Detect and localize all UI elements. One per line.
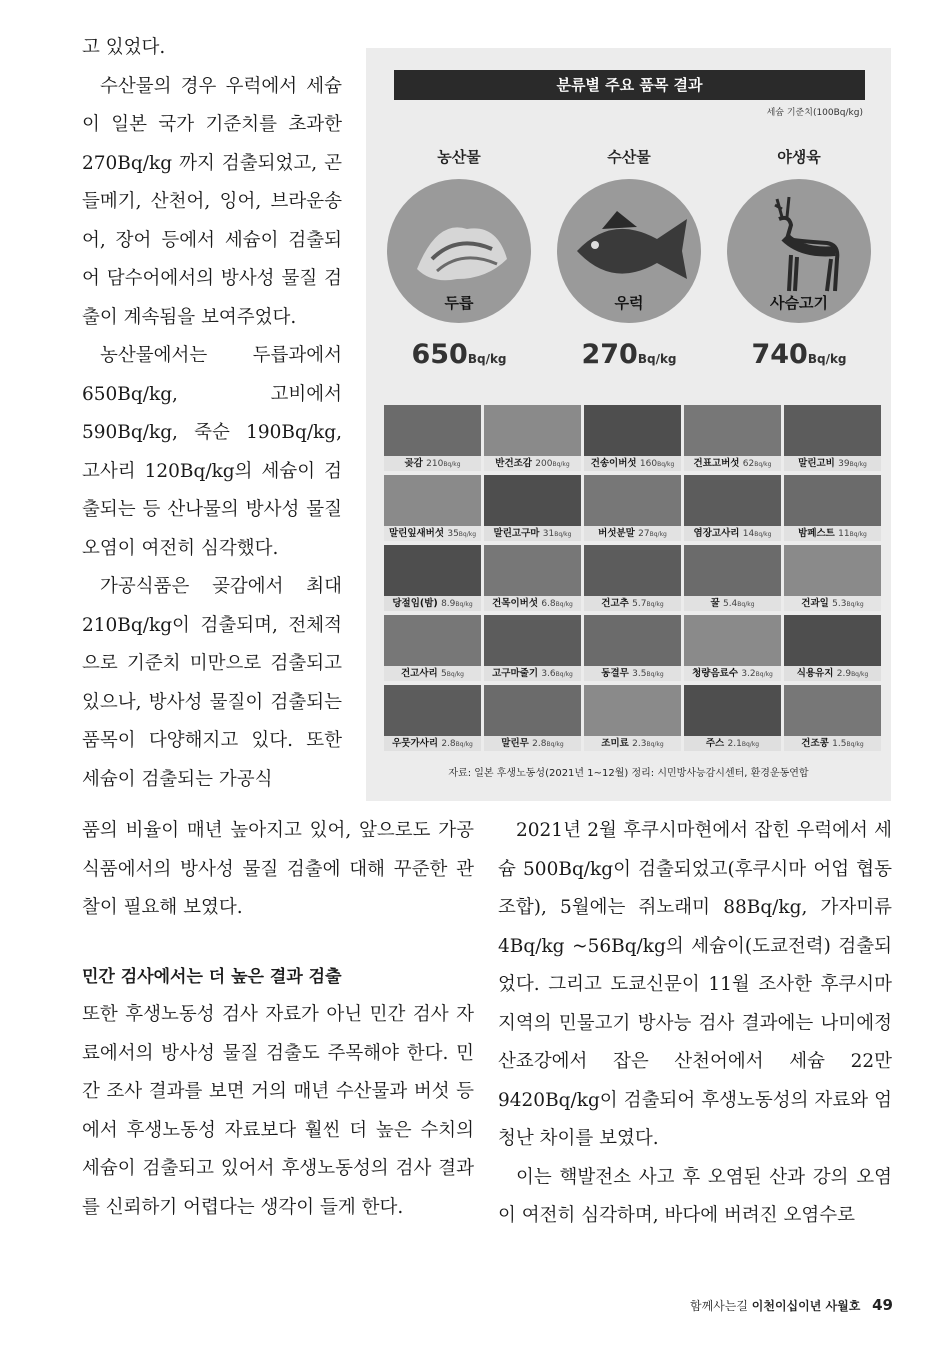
food-tile-label: 밤페스트 11Bq/kg — [784, 526, 881, 541]
category-name: 농산물 — [437, 148, 481, 166]
category-agri — [384, 146, 534, 370]
category-value: 650Bq/kg — [411, 339, 507, 370]
food-tile-label: 건송이버섯 160Bq/kg — [584, 456, 681, 471]
category-wild-meat — [724, 146, 874, 370]
food-tile — [584, 615, 681, 681]
issue-label: 이천이십이년 사월호 — [751, 1299, 861, 1313]
food-grid — [384, 405, 881, 749]
food-tile-label: 당절임(밤) 8.9Bq/kg — [384, 596, 481, 611]
food-tile-label: 말린고비 39Bq/kg — [784, 456, 881, 471]
food-tile-label: 말린고구마 31Bq/kg — [484, 526, 581, 541]
food-tile — [384, 615, 481, 681]
food-tile — [684, 475, 781, 541]
food-tile-label: 고구마줄기 3.6Bq/kg — [484, 666, 581, 681]
food-tile-label: 건고사리 5Bq/kg — [384, 666, 481, 681]
figure-source: 자료: 일본 후생노동성(2021년 1~12월) 정리: 시민방사능감시센터, 환경운동연합 — [448, 768, 809, 779]
category-value: 740Bq/kg — [751, 339, 847, 370]
page-number: 49 — [872, 1296, 893, 1314]
category-value: 270Bq/kg — [581, 339, 677, 370]
food-tile — [784, 545, 881, 611]
category-fish — [554, 146, 704, 370]
food-tile-label: 버섯분말 27Bq/kg — [584, 526, 681, 541]
category-name: 야생육 — [777, 148, 821, 166]
food-tile — [384, 475, 481, 541]
figure-title: 분류별 주요 품목 결과 — [394, 70, 865, 100]
paragraph: 가공식품은 곶감에서 최대 210Bq/kg이 검출되며, 전체적으로 기준치 미만으로 검출되고 있으나, 방사성 물질이 검출되는 품목이 다양해지고 있다. 또한 세슘이 검출되는 가공식 — [82, 576, 342, 790]
category-circle — [387, 179, 531, 323]
food-tile — [484, 545, 581, 611]
food-tile-label: 곶감 210Bq/kg — [384, 456, 481, 471]
paragraph: 품의 비율이 매년 높아지고 있어, 앞으로도 가공식품에서의 방사성 물질 검출에 대해 꾸준한 관찰이 필요해 보였다. — [82, 820, 474, 918]
section-heading: 민간 검사에서는 더 높은 결과 검출 — [82, 966, 342, 987]
food-tile — [584, 685, 681, 751]
food-tile — [584, 545, 681, 611]
food-tile — [384, 405, 481, 471]
category-circle — [727, 179, 871, 323]
lower-right-column — [498, 812, 892, 1236]
food-tile-label: 말린무 2.8Bq/kg — [484, 736, 581, 751]
food-tile — [684, 405, 781, 471]
paragraph: 농산물에서는 두릅과에서 650Bq/kg, 고비에서 590Bq/kg, 죽순 190Bq/kg, 고사리 120Bq/kg의 세슘이 검출되는 등 산나물의 방사성 물질 오염이 여전히 심각했다. — [82, 345, 342, 559]
food-tile — [584, 475, 681, 541]
lower-left-column — [82, 812, 474, 1227]
paragraph: 고 있었다. — [82, 37, 166, 58]
food-tile — [784, 405, 881, 471]
figure — [366, 48, 891, 801]
food-tile — [784, 475, 881, 541]
food-tile-label: 우뭇가사리 2.8Bq/kg — [384, 736, 481, 751]
paragraph: 2021년 2월 후쿠시마현에서 잡힌 우럭에서 세슘 500Bq/kg이 검출되었고(후쿠시마 어업 협동조합), 5월에는 쥐노래미 88Bq/kg, 가자미류 4Bq/kg ~56Bq/kg의 세슘이(도쿄전력) 검출되었다. 그리고 도쿄신문이 11월 조사한 후쿠시마 지역의 민물고기 방사능 검사 결과에는 나미에정 산죠강에서 잡은 산천어에서 세슘 22만 9420Bq/kg이 검출되어 후생노동성의 자료와 엄청난 차이를 보였다. — [498, 820, 892, 1149]
page-footer — [690, 1296, 893, 1314]
food-tile-label: 조미료 2.3Bq/kg — [584, 736, 681, 751]
food-tile — [684, 615, 781, 681]
category-item: 우럭 — [614, 294, 644, 312]
food-tile-label: 꿀 5.4Bq/kg — [684, 596, 781, 611]
figure-unit-note: 세슘 기준치(100Bq/kg) — [766, 108, 863, 118]
category-circle — [557, 179, 701, 323]
food-tile-label: 건조콩 1.5Bq/kg — [784, 736, 881, 751]
food-tile-label: 건표고버섯 62Bq/kg — [684, 456, 781, 471]
food-tile-label: 건과일 5.3Bq/kg — [784, 596, 881, 611]
food-tile-label: 반건조감 200Bq/kg — [484, 456, 581, 471]
food-tile — [384, 685, 481, 751]
food-tile — [484, 405, 581, 471]
category-item: 사슴고기 — [770, 294, 828, 312]
magazine-name: 함께사는길 — [689, 1299, 748, 1313]
food-tile-label: 동결무 3.5Bq/kg — [584, 666, 681, 681]
food-tile-label: 염장고사리 14Bq/kg — [684, 526, 781, 541]
left-column — [82, 29, 342, 799]
food-tile — [584, 405, 681, 471]
food-tile — [484, 615, 581, 681]
food-tile — [784, 685, 881, 751]
food-tile-label: 말린잎새버섯 35Bq/kg — [384, 526, 481, 541]
food-tile — [684, 685, 781, 751]
food-tile — [384, 545, 481, 611]
food-tile — [784, 615, 881, 681]
food-tile-label: 건고추 5.7Bq/kg — [584, 596, 681, 611]
food-tile — [484, 685, 581, 751]
food-tile-label: 건목이버섯 6.8Bq/kg — [484, 596, 581, 611]
category-item: 두릅 — [444, 294, 474, 312]
category-name: 수산물 — [607, 148, 651, 166]
food-tile-label: 청량음료수 3.2Bq/kg — [684, 666, 781, 681]
food-tile — [684, 545, 781, 611]
food-tile-label: 식용유지 2.9Bq/kg — [784, 666, 881, 681]
food-tile — [484, 475, 581, 541]
paragraph: 수산물의 경우 우럭에서 세슘이 일본 국가 기준치를 초과한 270Bq/kg 까지 검출되었고, 곤들메기, 산천어, 잉어, 브라운송어, 장어 등에서 세슘이 검출되어 담수어에서의 방사성 물질 검출이 계속됨을 보여주었다. — [82, 75, 342, 328]
paragraph: 이는 핵발전소 사고 후 오염된 산과 강의 오염이 여전히 심각하며, 바다에 버려진 오염수로 — [498, 1166, 892, 1226]
paragraph: 또한 후생노동성 검사 자료가 아닌 민간 검사 자료에서의 방사성 물질 검출도 주목해야 한다. 민간 조사 결과를 보면 거의 매년 수산물과 버섯 등에서 후생노동성 자료보다 훨씬 더 높은 수치의 세슘이 검출되고 있어서 후생노동성의 검사 결과를 신뢰하기 어렵다는 생각이 들게 한다. — [82, 1004, 474, 1218]
food-tile-label: 주스 2.1Bq/kg — [684, 736, 781, 751]
